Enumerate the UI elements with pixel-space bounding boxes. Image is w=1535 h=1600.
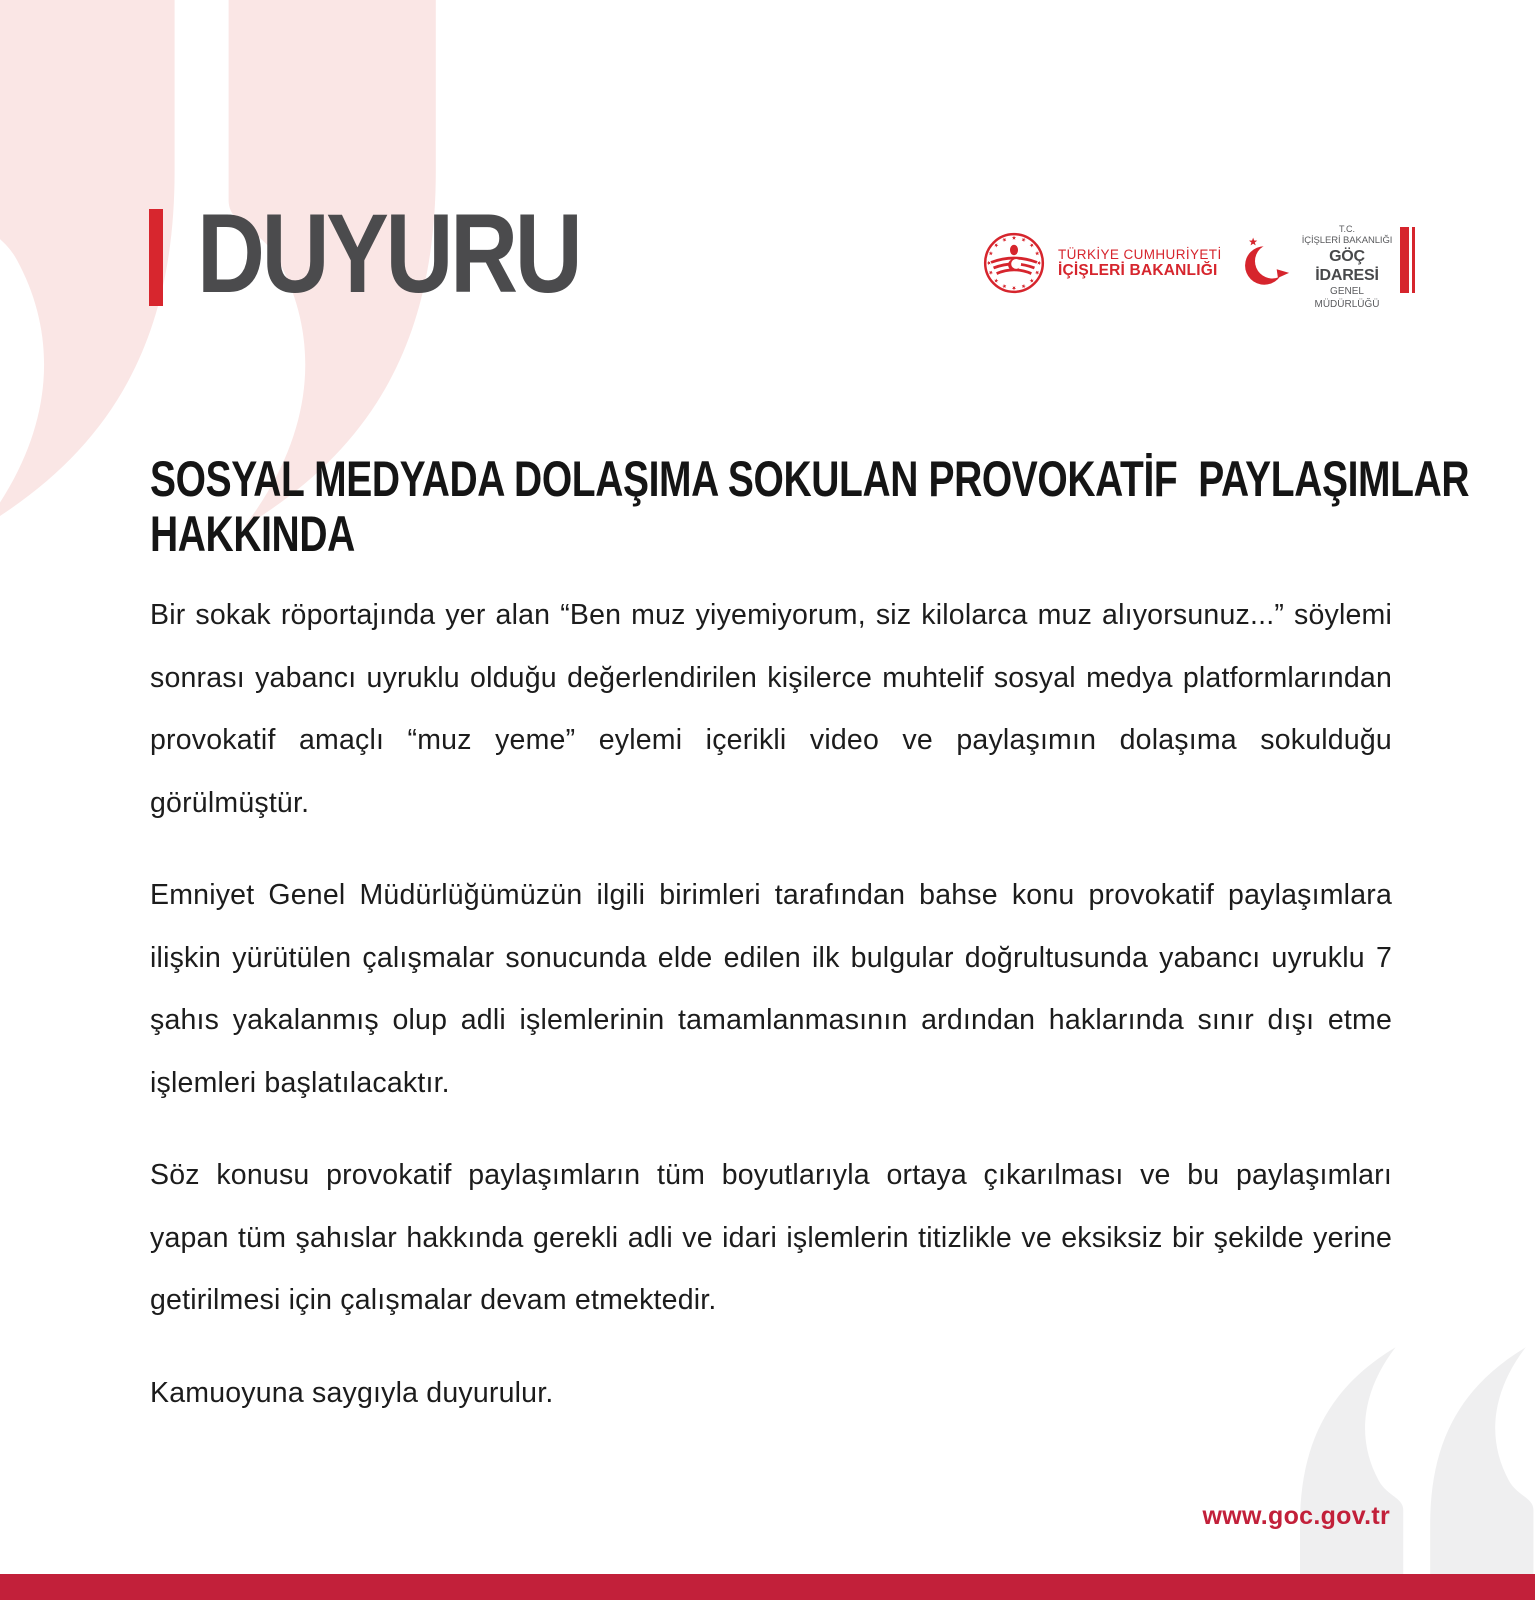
logo-divider-bars bbox=[1400, 227, 1416, 293]
page-title: DUYURU bbox=[197, 191, 580, 316]
announcement-paragraph: Kamuoyuna saygıyla duyurulur. bbox=[150, 1376, 554, 1409]
announcement-content bbox=[150, 451, 1470, 1454]
crescent-bird-icon bbox=[1237, 232, 1299, 294]
logo-divider-bar-thin bbox=[1412, 227, 1415, 293]
ministry-emblem-icon bbox=[983, 232, 1045, 294]
ministry-logo-line1: TÜRKİYE CUMHURİYETİ bbox=[1058, 247, 1222, 262]
goc-logo-line4: GENEL MÜDÜRLÜĞÜ bbox=[1314, 286, 1380, 310]
ministry-logo-text bbox=[1058, 247, 1222, 279]
heading-line-2: HAKKINDA bbox=[150, 506, 355, 562]
footer-url-link[interactable]: www.goc.gov.tr bbox=[1202, 1502, 1390, 1530]
goc-logo-text bbox=[1299, 224, 1395, 311]
announcement-paragraph: Söz konusu provokatif paylaşımların tüm boyutlarıyla ortaya çıkarılması ve bu paylaşımları yapan tüm şahıslar hakkında gerekli adli ve idari işlemlerin titizlikle ve eksiksiz bir şekilde yerine getirilmesi için çalışmalar devam etmektedir. bbox=[150, 1159, 1392, 1316]
announcement-paragraph: Emniyet Genel Müdürlüğümüzün ilgili birimleri tarafından bahse konu provokatif paylaşımlara ilişkin yürütülen çalışmalar sonucunda elde edilen ilk bulgular doğrultusunda yabancı uyruklu 7 şahıs yakalanmış olup adli işlemlerinin tamamlanmasının ardından haklarında sınır dışı etme işlemleri başlatılacaktır. bbox=[150, 879, 1392, 1099]
heading-line-1: SOSYAL MEDYADA DOLAŞIMA SOKULAN PROVOKATİF PAYLAŞIMLAR bbox=[150, 451, 1470, 507]
announcement-paragraph: Bir sokak röportajında yer alan “Ben muz yiyemiyorum, siz kilolarca muz alıyorsunuz...” söylemi sonrası yabancı uyruklu olduğu değerlendirilen kişilerce muhtelif sosyal medya platformlarından provokatif amaçlı “muz yeme” eylemi içerikli video ve paylaşımın dolaşıma sokulduğu görülmüştür. bbox=[150, 599, 1392, 819]
ministry-logo-line2: İÇİŞLERİ BAKANLIĞI bbox=[1058, 262, 1218, 279]
footer-red-bar bbox=[0, 1574, 1535, 1600]
title-accent-bar bbox=[149, 209, 163, 306]
announcement-heading bbox=[150, 451, 1470, 562]
goc-logo-line1: T.C. bbox=[1338, 224, 1355, 234]
logo-divider-bar-thick bbox=[1400, 227, 1409, 293]
goc-logo-line2: İÇİŞLERİ BAKANLIĞI bbox=[1301, 235, 1393, 246]
goc-logo-line3: GÖÇ İDARESİ bbox=[1315, 248, 1379, 284]
